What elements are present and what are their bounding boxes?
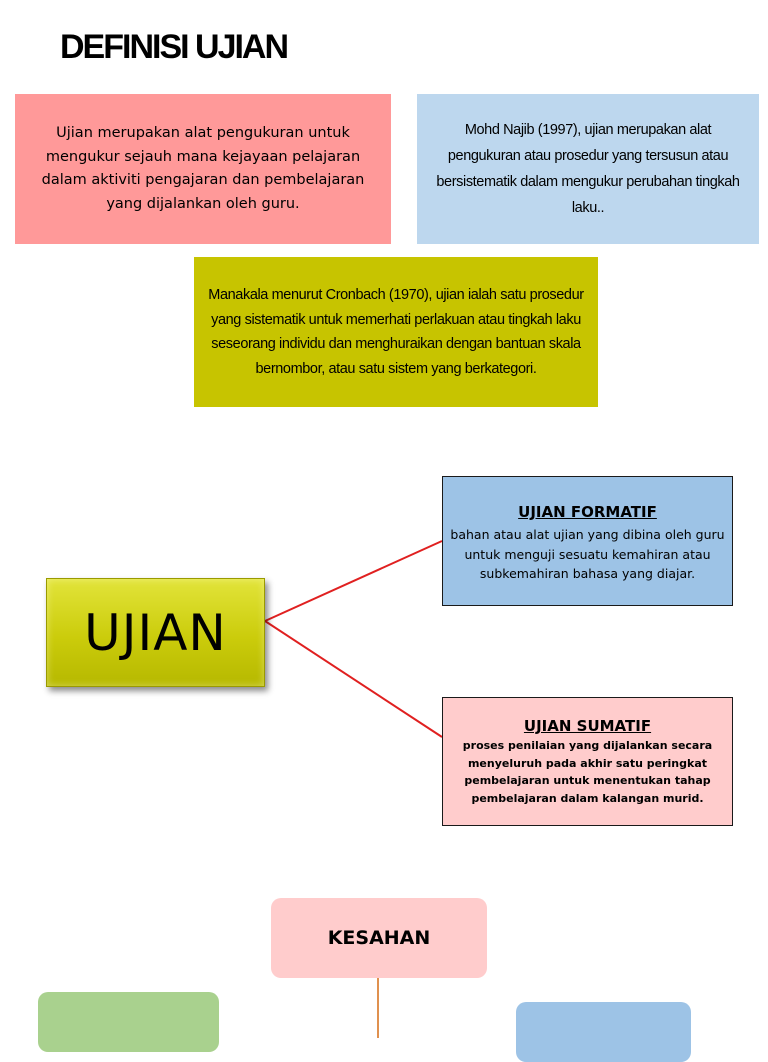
connector-to-formatif [265, 541, 442, 621]
sumatif-text: proses penilaian yang dijalankan secara menyeluruh pada akhir satu peringkat pembelajaran untuk menentukan tahap pembelajaran dalam kalangan murid. [462, 739, 713, 805]
page-title: DEFINISI UJIAN [60, 28, 288, 66]
sumatif-box [442, 697, 733, 826]
connector-to-sumatif [265, 621, 442, 737]
formatif-heading: UJIAN FORMATIF [518, 503, 657, 521]
ujian-center-node: UJIAN [46, 578, 265, 687]
formatif-text: bahan atau alat ujian yang dibina oleh guru untuk menguji sesuatu kemahiran atau subkemahiran bahasa yang diajar. [450, 527, 725, 581]
definition-text-1: Ujian merupakan alat pengukuran untuk mengukur sejauh mana kejayaan pelajaran dalam aktiviti pengajaran dan pembelajaran yang dijalankan oleh guru. [41, 125, 365, 212]
bottom-left-box [38, 992, 219, 1052]
kesahan-connector [377, 978, 379, 1038]
sumatif-heading: UJIAN SUMATIF [523, 717, 652, 735]
kesahan-box: KESAHAN [271, 898, 487, 978]
formatif-box [442, 476, 733, 606]
definition-text-2: Mohd Najib (1997), ujian merupakan alat pengukuran atau prosedur yang tersusun atau bersistematik dalam mengukur perubahan tingkah laku.. [436, 122, 740, 216]
bottom-right-box [516, 1002, 691, 1062]
definition-text-3: Manakala menurut Cronbach (1970), ujian ialah satu prosedur yang sistematik untuk memerhati perlakuan atau tingkah laku seseorang individu dan menghuraikan dengan bantuan skala bernombor, atau satu sistem yang berkategori. [208, 287, 584, 377]
